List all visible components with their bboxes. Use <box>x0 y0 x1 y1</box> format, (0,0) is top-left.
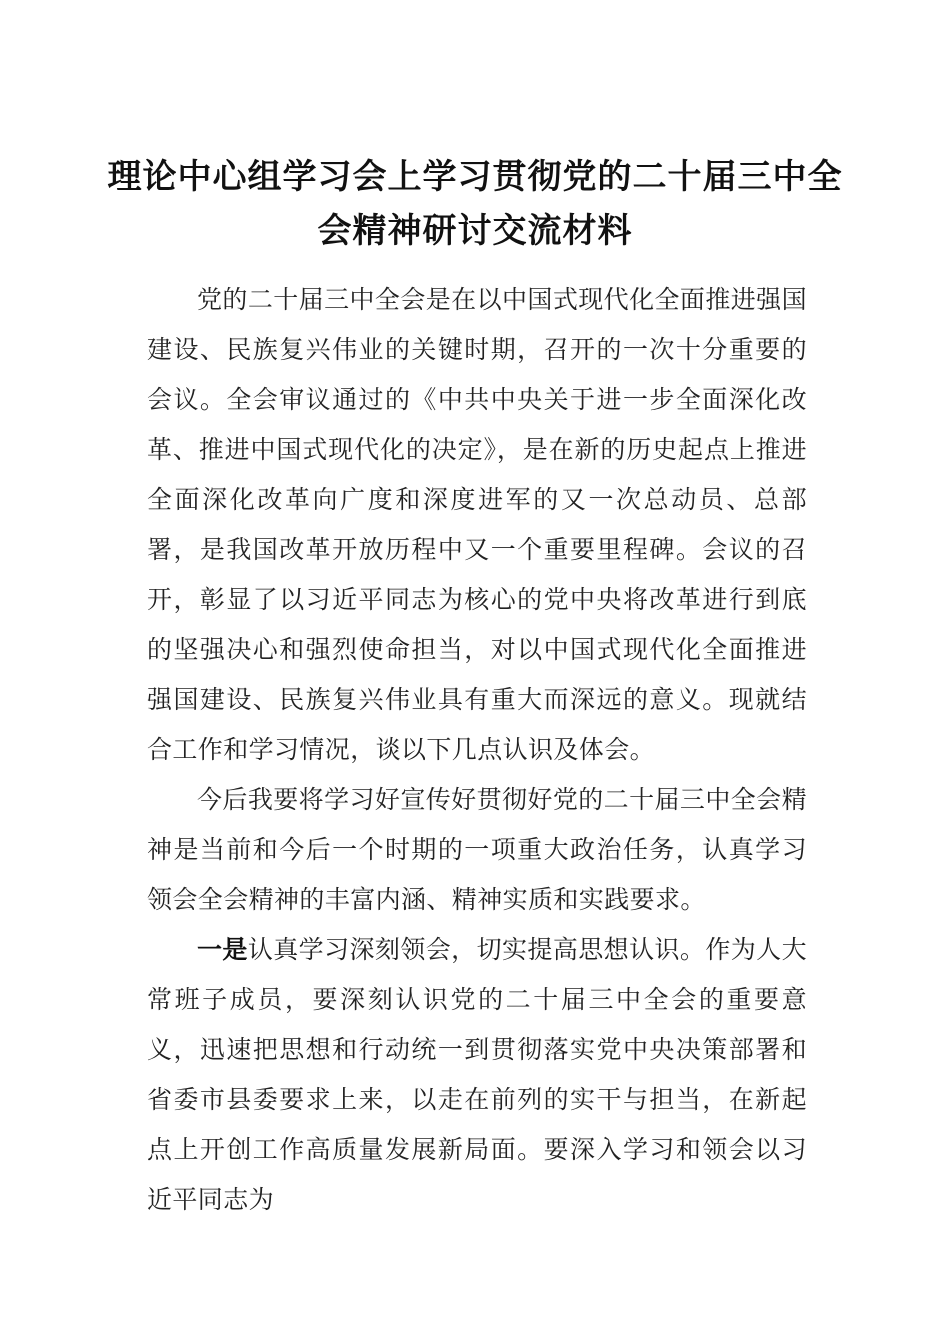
paragraph-text: 认真学习深刻领会，切实提高思想认识。作为人大常班子成员，要深刻认识党的二十届三中全会的重要意义，迅速把思想和行动统一到贯彻落实党中央决策部署和省委市县委要求上来，以走在前列的实干与担当，在新起点上开创工作高质量发展新局面。要深入学习和领会以习近平同志为 <box>147 935 807 1214</box>
paragraph-text: 今后我要将学习好宣传好贯彻好党的二十届三中全会精神是当前和今后一个时期的一项重大政治任务，认真学习领会全会精神的丰富内涵、精神实质和实践要求。 <box>147 785 807 914</box>
document-title: 理论中心组学习会上学习贯彻党的二十届三中全会精神研讨交流材料 <box>107 157 843 251</box>
paragraph-intro <box>147 275 807 775</box>
paragraph-task <box>147 775 807 925</box>
paragraph-text: 党的二十届三中全会是在以中国式现代化全面推进强国建设、民族复兴伟业的关键时期，召开的一次十分重要的会议。全会审议通过的《中共中央关于进一步全面深化改革、推进中国式现代化的决定》，是在新的历史起点上推进全面深化改革向广度和深度进军的又一次总动员、总部署，是我国改革开放历程中又一个重要里程碑。会议的召开，彰显了以习近平同志为核心的党中央将改革进行到底的坚强决心和强烈使命担当，对以中国式现代化全面推进强国建设、民族复兴伟业具有重大而深远的意义。现就结合工作和学习情况，谈以下几点认识及体会。 <box>147 285 807 764</box>
document-body <box>147 275 807 1225</box>
paragraph-point-one <box>147 925 807 1225</box>
paragraph-lead: 一是 <box>197 935 248 964</box>
